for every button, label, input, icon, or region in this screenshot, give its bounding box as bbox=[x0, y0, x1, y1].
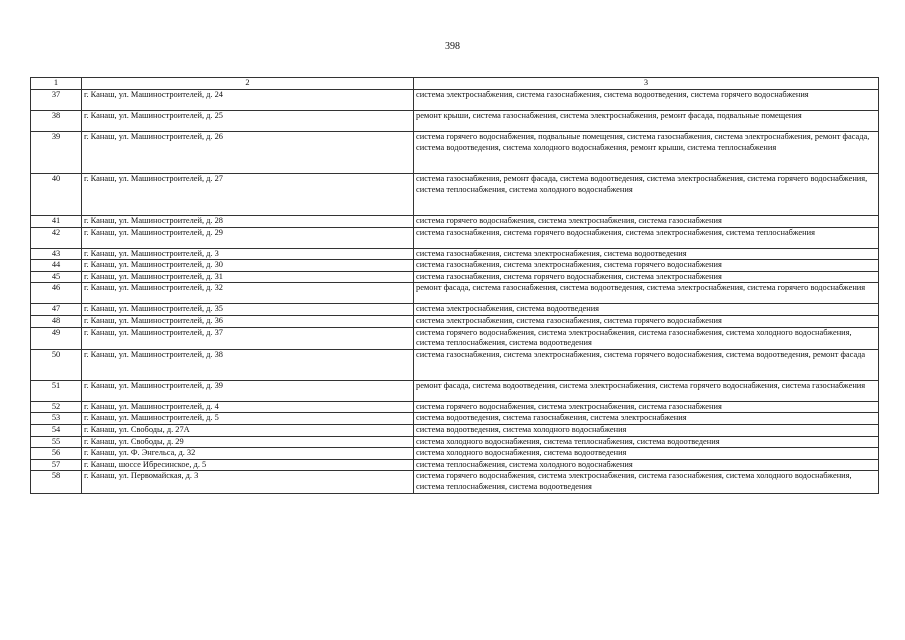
address-cell: г. Канаш, ул. Свободы, д. 29 bbox=[82, 436, 414, 448]
table-row bbox=[31, 283, 879, 304]
row-number: 57 bbox=[31, 459, 82, 471]
address-cell: г. Канаш, ул. Машиностроителей, д. 30 bbox=[82, 260, 414, 272]
table-row bbox=[31, 90, 879, 111]
address-cell: г. Канаш, ул. Машиностроителей, д. 36 bbox=[82, 315, 414, 327]
address-cell: г. Канаш, ул. Машиностроителей, д. 5 bbox=[82, 413, 414, 425]
systems-cell: система газоснабжения, система электроснабжения, система водоотведения bbox=[414, 248, 879, 260]
row-number: 51 bbox=[31, 380, 82, 401]
table-row bbox=[31, 459, 879, 471]
table-row bbox=[31, 111, 879, 132]
table-row bbox=[31, 216, 879, 228]
row-number: 50 bbox=[31, 349, 82, 380]
address-cell: г. Канаш, ул. Машиностроителей, д. 38 bbox=[82, 349, 414, 380]
row-number: 55 bbox=[31, 436, 82, 448]
row-number: 45 bbox=[31, 271, 82, 283]
table-row bbox=[31, 471, 879, 493]
table-row bbox=[31, 413, 879, 425]
row-number: 52 bbox=[31, 401, 82, 413]
systems-cell: система горячего водоснабжения, подвальные помещения, система газоснабжения, система электроснабжения, ремонт фасада, система водоотведения, система холодного водоснабжения, ремонт крыши, система теплоснабжения bbox=[414, 132, 879, 174]
table-row bbox=[31, 380, 879, 401]
address-cell: г. Канаш, ул. Машиностроителей, д. 32 bbox=[82, 283, 414, 304]
systems-cell: система водоотведения, система холодного водоснабжения bbox=[414, 424, 879, 436]
table-row bbox=[31, 248, 879, 260]
row-number: 54 bbox=[31, 424, 82, 436]
systems-cell: система газоснабжения, система горячего водоснабжения, система электроснабжения bbox=[414, 271, 879, 283]
row-number: 53 bbox=[31, 413, 82, 425]
systems-cell: система горячего водоснабжения, система электроснабжения, система газоснабжения, система холодного водоснабжения, система теплоснабжения, система водоотведения bbox=[414, 471, 879, 493]
row-number: 41 bbox=[31, 216, 82, 228]
table-row bbox=[31, 260, 879, 272]
address-cell: г. Канаш, ул. Свободы, д. 27А bbox=[82, 424, 414, 436]
column-header: 1 bbox=[31, 78, 82, 90]
systems-cell: система газоснабжения, система электроснабжения, система горячего водоснабжения, система водоотведения, ремонт фасада bbox=[414, 349, 879, 380]
table-header-row bbox=[31, 78, 879, 90]
systems-cell: система водоотведения, система газоснабжения, система электроснабжения bbox=[414, 413, 879, 425]
row-number: 58 bbox=[31, 471, 82, 493]
row-number: 40 bbox=[31, 174, 82, 216]
row-number: 44 bbox=[31, 260, 82, 272]
address-cell: г. Канаш, ул. Машиностроителей, д. 24 bbox=[82, 90, 414, 111]
table-row bbox=[31, 349, 879, 380]
address-cell: г. Канаш, ул. Первомайская, д. 3 bbox=[82, 471, 414, 493]
systems-cell: система холодного водоснабжения, система теплоснабжения, система водоотведения bbox=[414, 436, 879, 448]
table-row bbox=[31, 227, 879, 248]
table-row bbox=[31, 424, 879, 436]
row-number: 47 bbox=[31, 304, 82, 316]
page-number: 398 bbox=[445, 41, 460, 52]
row-number: 37 bbox=[31, 90, 82, 111]
row-number: 38 bbox=[31, 111, 82, 132]
row-number: 46 bbox=[31, 283, 82, 304]
address-cell: г. Канаш, ул. Машиностроителей, д. 3 bbox=[82, 248, 414, 260]
row-number: 56 bbox=[31, 448, 82, 460]
address-cell: г. Канаш, ул. Машиностроителей, д. 29 bbox=[82, 227, 414, 248]
table-row bbox=[31, 174, 879, 216]
address-cell: г. Канаш, ул. Машиностроителей, д. 25 bbox=[82, 111, 414, 132]
table-row bbox=[31, 271, 879, 283]
table-row bbox=[31, 327, 879, 349]
systems-cell: система электроснабжения, система газоснабжения, система водоотведения, система горячего водоснабжения bbox=[414, 90, 879, 111]
systems-cell: система горячего водоснабжения, система электроснабжения, система газоснабжения bbox=[414, 401, 879, 413]
table-row bbox=[31, 304, 879, 316]
row-number: 39 bbox=[31, 132, 82, 174]
table-row bbox=[31, 401, 879, 413]
address-cell: г. Канаш, ул. Машиностроителей, д. 37 bbox=[82, 327, 414, 349]
systems-cell: система газоснабжения, система горячего водоснабжения, система электроснабжения, система теплоснабжения bbox=[414, 227, 879, 248]
row-number: 48 bbox=[31, 315, 82, 327]
systems-cell: система горячего водоснабжения, система электроснабжения, система газоснабжения bbox=[414, 216, 879, 228]
address-cell: г. Канаш, ул. Машиностроителей, д. 27 bbox=[82, 174, 414, 216]
column-header: 3 bbox=[414, 78, 879, 90]
table-row bbox=[31, 132, 879, 174]
systems-cell: ремонт крыши, система газоснабжения, система электроснабжения, ремонт фасада, подвальные помещения bbox=[414, 111, 879, 132]
address-cell: г. Канаш, шоссе Ибресинское, д. 5 bbox=[82, 459, 414, 471]
systems-cell: система газоснабжения, ремонт фасада, система водоотведения, система электроснабжения, система горячего водоснабжения, система теплоснабжения, система холодного водоснабжения bbox=[414, 174, 879, 216]
systems-cell: система электроснабжения, система водоотведения bbox=[414, 304, 879, 316]
row-number: 43 bbox=[31, 248, 82, 260]
systems-cell: система газоснабжения, система электроснабжения, система горячего водоснабжения bbox=[414, 260, 879, 272]
systems-cell: ремонт фасада, система газоснабжения, система водоотведения, система электроснабжения, система горячего водоснабжения bbox=[414, 283, 879, 304]
row-number: 42 bbox=[31, 227, 82, 248]
address-cell: г. Канаш, ул. Ф. Энгельса, д. 32 bbox=[82, 448, 414, 460]
address-cell: г. Канаш, ул. Машиностроителей, д. 26 bbox=[82, 132, 414, 174]
address-cell: г. Канаш, ул. Машиностроителей, д. 35 bbox=[82, 304, 414, 316]
buildings-table bbox=[30, 77, 879, 494]
table-row bbox=[31, 315, 879, 327]
systems-cell: система электроснабжения, система газоснабжения, система горячего водоснабжения bbox=[414, 315, 879, 327]
address-cell: г. Канаш, ул. Машиностроителей, д. 31 bbox=[82, 271, 414, 283]
table-row bbox=[31, 436, 879, 448]
address-cell: г. Канаш, ул. Машиностроителей, д. 39 bbox=[82, 380, 414, 401]
address-cell: г. Канаш, ул. Машиностроителей, д. 28 bbox=[82, 216, 414, 228]
systems-cell: ремонт фасада, система водоотведения, система электроснабжения, система горячего водоснабжения, система газоснабжения bbox=[414, 380, 879, 401]
column-header: 2 bbox=[82, 78, 414, 90]
table-row bbox=[31, 448, 879, 460]
systems-cell: система теплоснабжения, система холодного водоснабжения bbox=[414, 459, 879, 471]
row-number: 49 bbox=[31, 327, 82, 349]
systems-cell: система холодного водоснабжения, система водоотведения bbox=[414, 448, 879, 460]
address-cell: г. Канаш, ул. Машиностроителей, д. 4 bbox=[82, 401, 414, 413]
systems-cell: система горячего водоснабжения, система электроснабжения, система газоснабжения, система холодного водоснабжения, система теплоснабжения, система водоотведения bbox=[414, 327, 879, 349]
